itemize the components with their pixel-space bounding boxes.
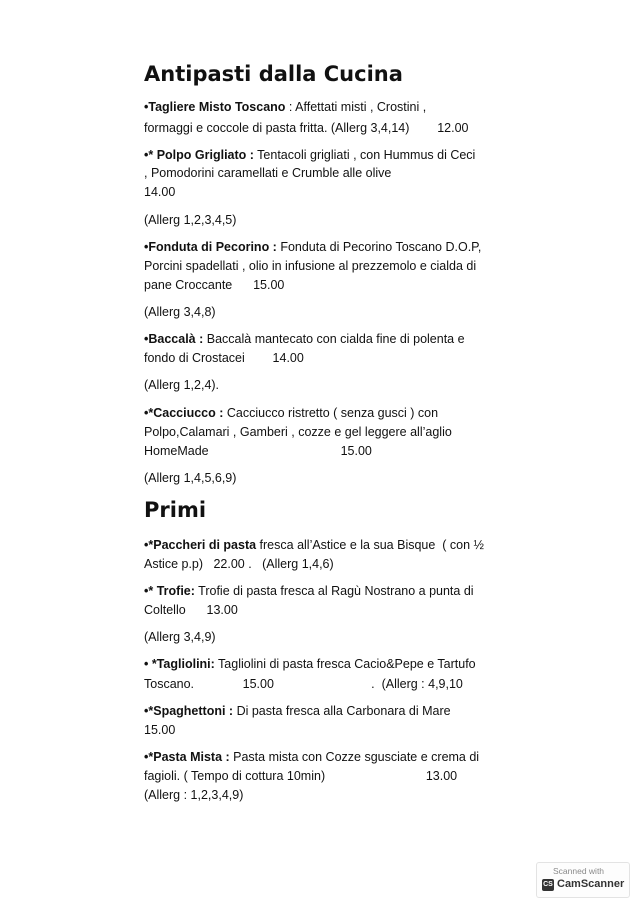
dish-name: •* Trofie:	[144, 584, 195, 598]
menu-item-line: pane Croccante 15.00	[144, 278, 285, 292]
dish-description: Fonduta di Pecorino Toscano D.O.P,	[276, 240, 482, 254]
camscanner-logo-icon: CS	[542, 879, 554, 891]
dish-description: Trofie di pasta fresca al Ragù Nostrano a punta di	[194, 584, 474, 598]
menu-item-line: Astice p.p) 22.00 . (Allerg 1,4,6)	[144, 557, 334, 571]
dish-price: 14.00	[144, 185, 176, 199]
dish-name: • *Tagliolini:	[144, 657, 215, 671]
menu-item-line	[144, 538, 484, 553]
menu-item-line	[144, 240, 481, 255]
dish-description: Di pasta fresca alla Carbonara di Mare	[233, 704, 451, 718]
dish-allergens: (Allerg 3,4,8)	[144, 305, 216, 319]
dish-description: Tagliolini di pasta fresca Cacio&Pepe e Tartufo	[214, 657, 476, 671]
dish-name: •Tagliere Misto Toscano	[144, 100, 286, 114]
watermark-brand: CamScanner	[557, 878, 625, 890]
menu-item-line	[144, 704, 451, 719]
dish-description: fresca all’Astice e la sua Bisque ( con ½	[256, 538, 484, 552]
menu-item-line: Polpo,Calamari , Gamberi , cozze e gel leggere all’aglio	[144, 425, 452, 439]
menu-item-line: formaggi e coccole di pasta fritta. (Allerg 3,4,14) 12.00	[144, 121, 469, 135]
section-title-primi: Primi	[144, 498, 207, 522]
menu-item-line	[144, 148, 475, 163]
watermark-caption: Scanned with	[553, 866, 605, 876]
dish-name: •*Spaghettoni :	[144, 704, 234, 718]
menu-item-line: Toscano. 15.00 . (Allerg : 4,9,10	[144, 677, 463, 691]
dish-name: •Fonduta di Pecorino :	[144, 240, 277, 254]
menu-item-line	[144, 100, 426, 115]
dish-description: Tentacoli grigliati , con Hummus di Ceci	[253, 148, 476, 162]
menu-item-line: Coltello 13.00	[144, 603, 238, 617]
dish-name: •*Cacciucco :	[144, 406, 224, 420]
camscanner-watermark	[536, 862, 630, 898]
menu-item-line: Porcini spadellati , olio in infusione al prezzemolo e cialda di	[144, 259, 477, 273]
menu-item-line: , Pomodorini caramellati e Crumble alle olive	[144, 166, 392, 180]
dish-description: Baccalà mantecato con cialda fine di polenta e	[203, 332, 465, 346]
dish-description: Cacciucco ristretto ( senza gusci ) con	[223, 406, 439, 420]
dish-allergens: (Allerg : 1,2,3,4,9)	[144, 788, 244, 802]
dish-allergens: (Allerg 1,2,3,4,5)	[144, 213, 237, 227]
menu-item-line: fondo di Crostacei 14.00	[144, 351, 304, 365]
dish-name: •*Pasta Mista :	[144, 750, 230, 764]
section-title-antipasti: Antipasti dalla Cucina	[144, 62, 403, 86]
dish-name: •Baccalà :	[144, 332, 204, 346]
dish-allergens: (Allerg 3,4,9)	[144, 630, 216, 644]
menu-item-line	[144, 406, 438, 421]
dish-description: : Affettati misti , Crostini ,	[285, 100, 427, 114]
dish-name: •*Paccheri di pasta	[144, 538, 257, 552]
dish-allergens: (Allerg 1,2,4).	[144, 378, 220, 392]
menu-item-line	[144, 750, 479, 765]
menu-item-line	[144, 657, 476, 672]
dish-price: 15.00	[144, 723, 176, 737]
menu-item-line: fagioli. ( Tempo di cottura 10min) 13.00	[144, 769, 458, 783]
menu-item-line	[144, 332, 465, 347]
menu-item-line	[144, 584, 474, 599]
dish-description: Pasta mista con Cozze sgusciate e crema di	[229, 750, 480, 764]
dish-name: •* Polpo Grigliato :	[144, 148, 254, 162]
menu-item-line: HomeMade 15.00	[144, 444, 372, 458]
dish-allergens: (Allerg 1,4,5,6,9)	[144, 471, 237, 485]
